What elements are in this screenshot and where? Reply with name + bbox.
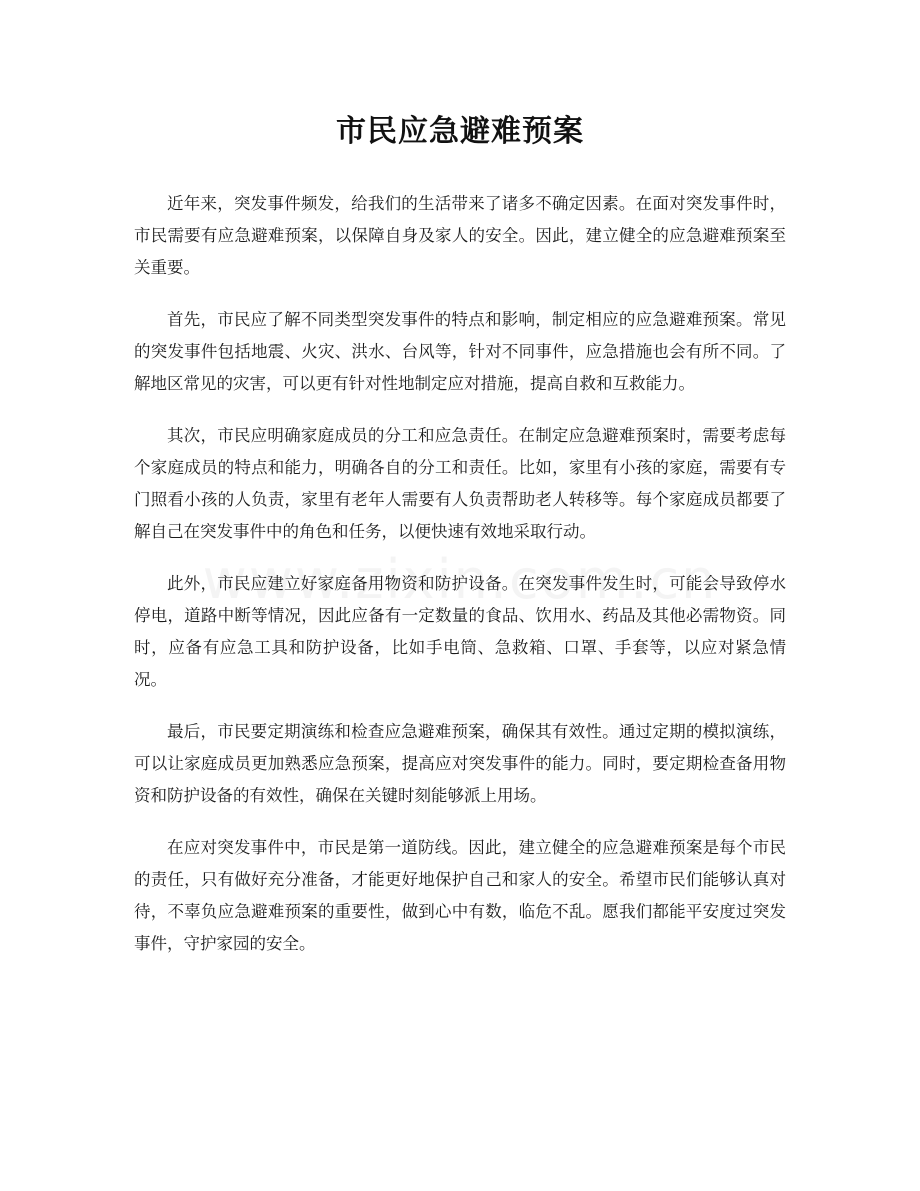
paragraph-4: 此外，市民应建立好家庭备用物资和防护设备。在突发事件发生时，可能会导致停水停电，道路中断等情况，因此应备有一定数量的食品、饮用水、药品及其他必需物资。同时，应备有应急工具和防护设备，比如手电筒、急救箱、口罩、手套等，以应对紧急情况。 — [134, 574, 786, 689]
paragraph-6: 在应对突发事件中，市民是第一道防线。因此，建立健全的应急避难预案是每个市民的责任，只有做好充分准备，才能更好地保护自己和家人的安全。希望市民们能够认真对待，不辜负应急避难预案的重要性，做到心中有数，临危不乱。愿我们都能平安度过突发事件，守护家园的安全。 — [134, 838, 786, 953]
paragraph-3: 其次，市民应明确家庭成员的分工和应急责任。在制定应急避难预案时，需要考虑每个家庭成员的特点和能力，明确各自的分工和责任。比如，家里有小孩的家庭，需要有专门照看小孩的人负责，家里有老年人需要有人负责帮助老人转移等。每个家庭成员都要了解自己在突发事件中的角色和任务，以便快速有效地采取行动。 — [134, 426, 786, 541]
document-title: 市民应急避难预案 — [336, 114, 584, 149]
paragraph-1: 近年来，突发事件频发，给我们的生活带来了诸多不确定因素。在面对突发事件时，市民需要有应急避难预案，以保障自身及家人的安全。因此，建立健全的应急避难预案至关重要。 — [134, 194, 786, 277]
paragraph-2: 首先，市民应了解不同类型突发事件的特点和影响，制定相应的应急避难预案。常见的突发事件包括地震、火灾、洪水、台风等，针对不同事件，应急措施也会有所不同。了解地区常见的灾害，可以更有针对性地制定应对措施，提高自救和互救能力。 — [134, 310, 786, 393]
paragraph-5: 最后，市民要定期演练和检查应急避难预案，确保其有效性。通过定期的模拟演练，可以让家庭成员更加熟悉应急预案，提高应对突发事件的能力。同时，要定期检查备用物资和防护设备的有效性，确保在关键时刻能够派上用场。 — [134, 722, 786, 805]
document-body — [134, 188, 786, 960]
